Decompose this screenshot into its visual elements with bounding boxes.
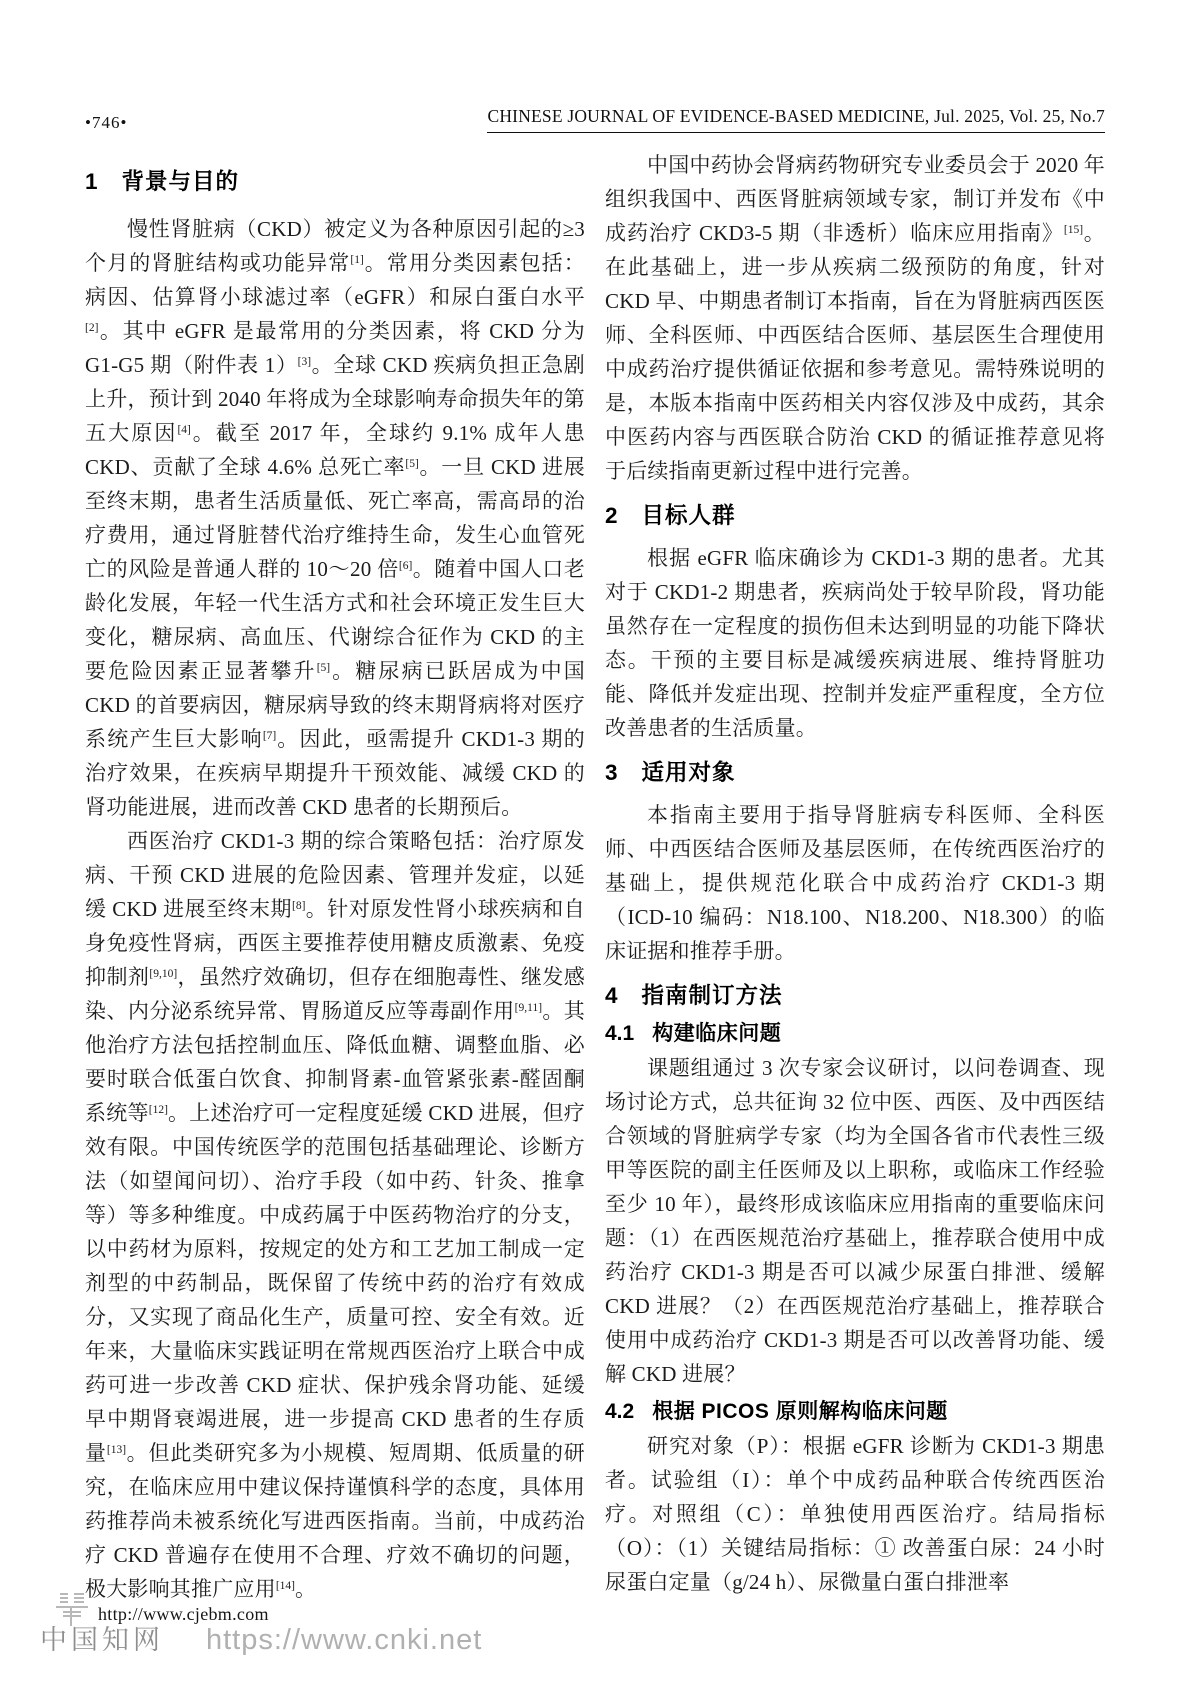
section-4-2-heading [605,1399,1105,1425]
paragraph-background-2: 西医治疗 CKD1-3 期的综合策略包括：治疗原发病、干预 CKD 进展的危险因素、管理并发症，以延缓 CKD 进展至终末期[8]。针对原发性肾小球疾病和自身免疫性肾病，西医主要推荐使用糖皮质激素、免疫抑制剂[9,10]，虽然疗效确切，但存在细胞毒性、继发感染、内分泌系统异常、胃肠道反应等毒副作用[9,11]。其他治疗方法包括控制血压、降低血糖、调整血脂、必要时联合低蛋白饮食、抑制肾素-血管紧张素-醛固酮系统等[12]。上述治疗可一定程度延缓 CKD 进展，但疗效有限。中国传统医学的范围包括基础理论、诊断方法（如望闻问切）、治疗手段（如中药、针灸、推拿等）等多种维度。中成药属于中医药物治疗的分支，以中药材为原料，按规定的处方和工艺加工制成一定剂型的中药制品，既保留了传统中药的治疗有效成分，又实现了商品化生产，质量可控、安全有效。近年来，大量临床实践证明在常规西医治疗上联合中成药可进一步改善 CKD 症状、保护残余肾功能、延缓早中期肾衰竭进展，进一步提高 CKD 患者的生存质量[13]。但此类研究多为小规模、短周期、低质量的研究，在临床应用中建议保持谨慎科学的态度，具体用药推荐尚未被系统化写进西医指南。当前，中成药治疗 CKD 普遍存在使用不合理、疗效不确切的问题，极大影响其推广应用[14]。 [85,829,585,1601]
cnki-watermark-name: 中国知网 [40,1625,164,1655]
section-4-number: 4 [605,983,618,1008]
article-body [85,148,1105,1606]
page-footer [40,1592,540,1657]
right-column [605,148,1105,1606]
section-4-title: 指南制订方法 [641,983,783,1008]
section-1-heading [85,168,585,196]
journal-title: CHINESE JOURNAL OF EVIDENCE-BASED MEDICINE, Jul. 2025, Vol. 25, No.7 [487,106,1105,133]
section-4-heading [605,982,1105,1010]
section-4-1-number: 4.1 [605,1022,635,1045]
section-2-number: 2 [605,503,618,528]
paragraph-clinical-questions: 课题组通过 3 次专家会议研讨，以问卷调查、现场讨论方式，总共征询 32 位中医、西医、及中西医结合领域的肾脏病学专家（均为全国各省市代表性三级甲等医院的副主任医师及以上职称，或临床工作经验至少 10 年），最终形成该临床应用指南的重要临床问题：（1）在西医规范治疗基础上，推荐联合使用中成药治疗 CKD1-3 期是否可以减少尿蛋白排泄、缓解 CKD 进展？（2）在西医规范治疗基础上，推荐联合使用中成药治疗 CKD1-3 期是否可以改善肾功能、缓解 CKD 进展？ [605,1056,1105,1386]
paragraph-picos: 研究对象（P）：根据 eGFR 诊断为 CKD1-3 期患者。试验组（I）：单个中成药品种联合传统西医治疗。对照组（C）：单独使用西医治疗。结局指标（O）：（1）关键结局指标：① 改善蛋白尿：24 小时尿蛋白定量（g/24 h）、尿微量白蛋白排泄率 [605,1434,1105,1594]
section-4-2-title: 根据 PICOS 原则解构临床问题 [652,1400,948,1423]
cjebm-url: http://www.cjebm.com [98,1604,269,1624]
section-4-1-heading [605,1021,1105,1047]
footer-row-cnki-watermark [40,1618,540,1657]
section-2-heading [605,502,1105,530]
section-3-title: 适用对象 [641,760,736,785]
paragraph-intended-users: 本指南主要用于指导肾脏病专科医师、全科医师、中西医结合医师及基层医师，在传统西医治疗的基础上，提供规范化联合中成药治疗 CKD1-3 期（ICD-10 编码：N18.100、N18.200、N18.300）的临床证据和推荐手册。 [605,803,1105,963]
page-number: •746• [85,113,128,132]
section-1-number: 1 [85,169,98,194]
section-1-title: 背景与目的 [121,169,240,194]
left-column [85,148,585,1606]
section-2-title: 目标人群 [641,503,736,528]
section-4-1-title: 构建临床问题 [652,1022,782,1045]
section-3-heading [605,759,1105,787]
cnki-watermark-url: https://www.cnki.net [206,1624,483,1656]
section-4-2-number: 4.2 [605,1400,635,1423]
paragraph-background-1: 慢性肾脏病（CKD）被定义为各种原因引起的≥3 个月的肾脏结构或功能异常[1]。常用分类因素包括：病因、估算肾小球滤过率（eGFR）和尿白蛋白水平[2]。其中 eGFR 是最常用的分类因素，将 CKD 分为 G1-G5 期（附件表 1）[3]。全球 CKD 疾病负担正急剧上升，预计到 2040 年将成为全球影响寿命损失年的第五大原因[4]。截至 2017 年，全球约 9.1% 成年人患 CKD、贡献了全球 4.6% 总死亡率[5]。一旦 CKD 进展至终末期，患者生活质量低、死亡率高，需高昂的治疗费用，通过肾脏替代治疗维持生命，发生心血管死亡的风险是普通人群的 10～20 倍[6]。随着中国人口老龄化发展，年轻一代生活方式和社会环境正发生巨大变化，糖尿病、高血压、代谢综合征作为 CKD 的主要危险因素正显著攀升[5]。糖尿病已跃居成为中国 CKD 的首要病因，糖尿病导致的终末期肾病将对医疗系统产生巨大影响[7]。因此，亟需提升 CKD1-3 期的治疗效果，在疾病早期提升干预效能、减缓 CKD 的肾功能进展，进而改善 CKD 患者的长期预后。 [85,217,585,819]
paragraph-target-population: 根据 eGFR 临床确诊为 CKD1-3 期的患者。尤其对于 CKD1-2 期患者，疾病尚处于较早阶段，肾功能虽然存在一定程度的损伤但未达到明显的功能下降状态。干预的主要目标是减缓疾病进展、维持肾脏功能、降低并发症出现、控制并发症严重程度，全方位改善患者的生活质量。 [605,546,1105,740]
section-3-number: 3 [605,760,618,785]
page-header [85,106,1105,133]
paragraph-guideline-intro: 中国中药协会肾病药物研究专业委员会于 2020 年组织我国中、西医肾脏病领域专家，制订并发布《中成药治疗 CKD3-5 期（非透析）临床应用指南》[15]。在此基础上，进一步从疾病二级预防的角度，针对 CKD 早、中期患者制订本指南，旨在为肾脏病西医医师、全科医师、中西医结合医师、基层医生合理使用中成药治疗提供循证依据和参考意见。需特殊说明的是，本版本指南中医药相关内容仅涉及中成药，其余中医药内容与西医联合防治 CKD 的循证推荐意见将于后续指南更新过程中进行完善。 [605,153,1105,483]
